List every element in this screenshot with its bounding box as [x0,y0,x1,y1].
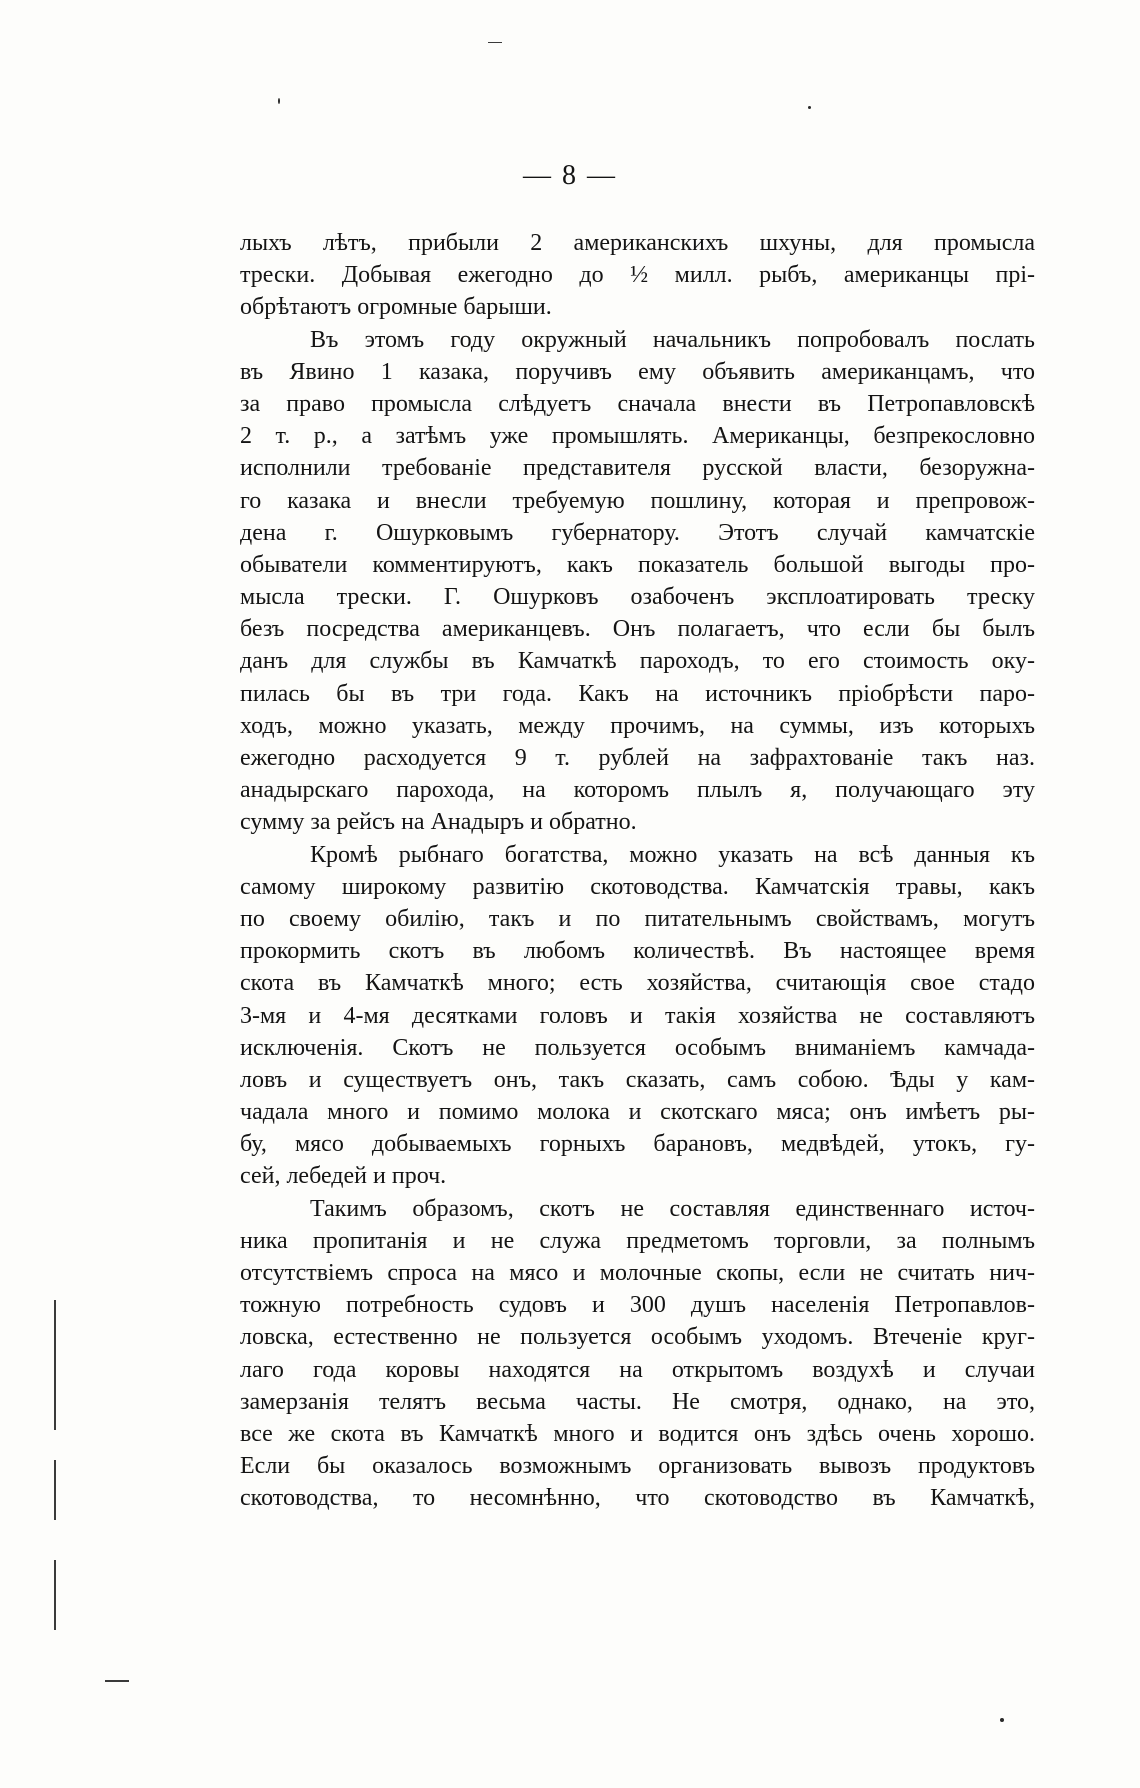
text-line: за право промысла слѣдуетъ сначала внести въ Петропавловскѣ [240,390,1035,417]
text-line: лыхъ лѣтъ, прибыли 2 американскихъ шхуны, для промысла [240,230,1035,256]
text-line: Если бы оказалось возможнымъ организовать вывозъ продуктовъ [240,1453,1035,1480]
text-line: мысла трески. Г. Ошурковъ озабоченъ эксплоатировать треску [240,584,1035,611]
scan-artifact [1000,1718,1004,1722]
text-line: отсутствіемъ спроса на мясо и молочные скопы, если не считать нич- [240,1260,1035,1286]
text-line: данъ для службы въ Камчаткѣ пароходъ, то его стоимость оку- [240,648,1035,675]
scan-artifact [278,98,280,104]
text-line: 2 т. р., а затѣмъ уже промышлять. Американцы, безпрекословно [240,423,1035,450]
text-line: обыватели комментируютъ, какъ показатель большой выгоды про- [240,551,1035,578]
scan-artifact [488,42,502,43]
scan-artifact [105,1680,129,1682]
text-line: лаго года коровы находятся на открытомъ воздухѣ и случаи [240,1356,1035,1383]
text-line: скотоводства, то несомнѣнно, что скотоводство въ Камчаткѣ, [240,1485,1035,1512]
scan-artifact [54,1460,56,1520]
text-line: ловска, естественно не пользуется особымъ уходомъ. Втеченіе круг- [240,1324,1035,1351]
text-line: 3-мя и 4-мя десятками головъ и такія хозяйства не составляютъ [240,1002,1035,1029]
text-line: все же скота въ Камчаткѣ много и водится онъ здѣсь очень хорошо. [240,1420,1035,1447]
text-line: замерзанія телятъ весьма часты. Не смотря, однако, на это, [240,1388,1035,1415]
text-line: тожную потребность судовъ и 300 душъ населенія Петропавлов- [240,1292,1035,1319]
text-line: трески. Добывая ежегодно до ½ милл. рыбъ, американцы прі- [240,262,1035,289]
text-line: Такимъ образомъ, скотъ не составляя единственнаго источ- [310,1195,1035,1222]
text-line: бу, мясо добываемыхъ горныхъ барановъ, медвѣдей, утокъ, гу- [240,1131,1035,1158]
text-line: обрѣтаютъ огромные барыши. [240,294,552,321]
scan-artifact [54,1560,56,1630]
scan-artifact [808,106,811,109]
paragraph-3 [240,839,1035,1193]
scan-artifact [54,1300,56,1430]
text-line: исключенія. Скотъ не пользуется особымъ вниманіемъ камчада- [240,1034,1035,1061]
text-line: чадала много и помимо молока и скотскаго мяса; онъ имѣетъ ры- [240,1099,1035,1126]
text-line: анадырскаго парохода, на которомъ плылъ я, получающаго эту [240,777,1035,804]
text-line: ника пропитанія и не служа предметомъ торговли, за полнымъ [240,1227,1035,1254]
text-line: дена г. Ошурковымъ губернатору. Этотъ случай камчатскіе [240,519,1035,546]
text-line: Въ этомъ году окружный начальникъ попробовалъ послать [310,326,1035,353]
body-text [240,227,1035,1515]
text-line: прокормить скотъ въ любомъ количествѣ. Въ настоящее время [240,938,1035,965]
text-line: сумму за рейсъ на Анадыръ и обратно. [240,809,637,836]
text-line: Кромѣ рыбнаго богатства, можно указать на всѣ данныя къ [310,841,1035,868]
paragraph-2 [240,324,1035,839]
paragraph-4 [240,1193,1035,1515]
text-line: въ Явино 1 казака, поручивъ ему объявить американцамъ, что [240,358,1035,385]
text-line: ходъ, можно указать, между прочимъ, на суммы, изъ которыхъ [240,712,1035,739]
text-line: пилась бы въ три года. Какъ на источникъ пріобрѣсти паро- [240,680,1035,707]
page-number: — 8 — [523,160,617,191]
text-line: ежегодно расходуется 9 т. рублей на зафрахтованіе такъ наз. [240,745,1035,771]
text-line: сей, лебедей и проч. [240,1163,447,1190]
text-line: исполнили требованіе представителя русской власти, безоружна- [240,455,1035,482]
text-line: го казака и внесли требуемую пошлину, которая и препровож- [240,487,1035,514]
text-line: самому широкому развитію скотоводства. Камчатскія травы, какъ [240,873,1035,900]
text-line: безъ посредства американцевъ. Онъ полагаетъ, что если бы былъ [240,616,1035,643]
text-line: скота въ Камчаткѣ много; есть хозяйства, считающія свое стадо [240,970,1035,997]
text-line: ловъ и существуетъ онъ, такъ сказать, самъ собою. Ѣды у кам- [240,1066,1035,1093]
text-line: по своему обилію, такъ и по питательнымъ свойствамъ, могутъ [240,905,1035,932]
paragraph-1 [240,227,1035,324]
